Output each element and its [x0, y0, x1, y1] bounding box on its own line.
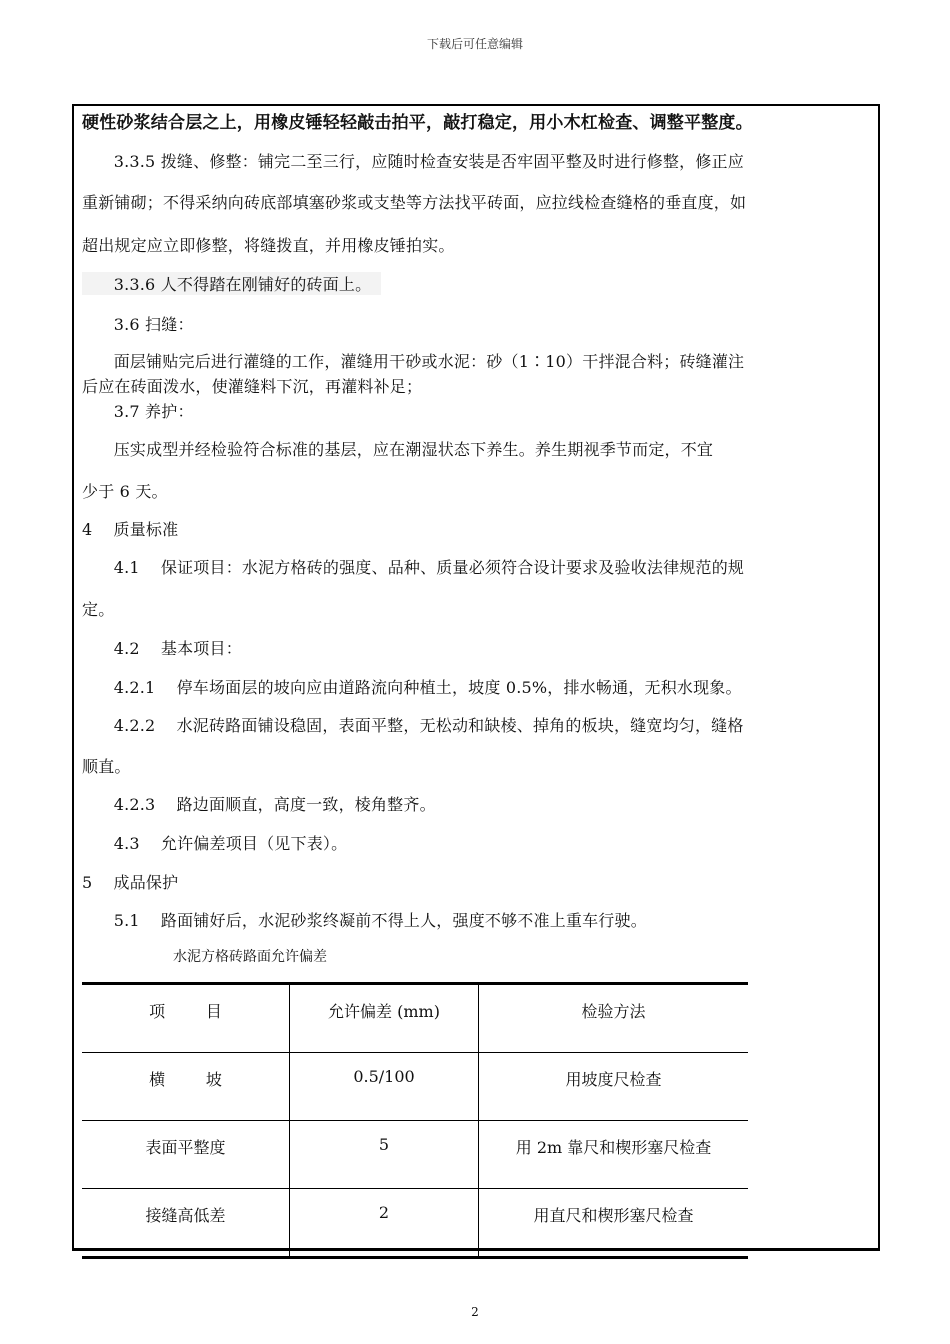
table-cell: 2 — [290, 1189, 479, 1258]
paragraph-line: 3.3.6 人不得踏在刚铺好的砖面上。 — [82, 272, 381, 295]
table-header-cell: 检验方法 — [479, 984, 749, 1053]
table-cell: 接缝高低差 — [82, 1189, 290, 1258]
paragraph-line: 硬性砂浆结合层之上，用橡皮锤轻轻敲击拍平，敲打稳定，用小木杠检查、调整平整度。 — [82, 113, 753, 133]
paragraph-line: 少于 6 天。 — [82, 482, 168, 501]
paragraph-line: 4.1 保证项目：水泥方格砖的强度、品种、质量必须符合设计要求及验收法律规范的规 — [82, 558, 745, 577]
tolerance-table — [82, 982, 748, 1259]
paragraph-line: 4.2.3 路边面顺直，高度一致，棱角整齐。 — [82, 795, 436, 814]
paragraph-line: 超出规定应立即修整，将缝拨直，并用橡皮锤拍实。 — [82, 236, 455, 255]
paragraph-line: 压实成型并经检验符合标准的基层，应在潮湿状态下养生。养生期视季节而定，不宜 — [82, 440, 714, 459]
section-heading: 4.2 基本项目： — [82, 639, 242, 658]
table-header-cell: 项 目 — [82, 984, 290, 1053]
table-cell: 0.5/100 — [290, 1053, 479, 1121]
table-cell: 横 坡 — [82, 1053, 290, 1121]
paragraph-line: 面层铺贴完后进行灌缝的工作，灌缝用干砂或水泥：砂（1∶10）干拌混合料；砖缝灌注 — [82, 352, 745, 371]
section-heading: 3.6 扫缝： — [82, 315, 194, 334]
table-cell: 用 2m 靠尺和楔形塞尺检查 — [479, 1121, 749, 1189]
paragraph-line: 5.1 路面铺好后，水泥砂浆终凝前不得上人，强度不够不准上重车行驶。 — [82, 911, 647, 930]
paragraph-line: 4.2.2 水泥砖路面铺设稳固，表面平整，无松动和缺棱、掉角的板块，缝宽均匀，缝格 — [82, 716, 744, 735]
paragraph-line: 重新铺砌；不得采纳向砖底部填塞砂浆或支垫等方法找平砖面，应拉线检查缝格的垂直度，如 — [82, 193, 747, 212]
section-heading: 3.7 养护： — [82, 402, 194, 421]
section-heading: 4 质量标准 — [82, 520, 179, 539]
table-row — [82, 1121, 748, 1189]
page-number: 2 — [471, 1305, 479, 1319]
table-cell: 用坡度尺检查 — [479, 1053, 749, 1121]
page-header-note: 下载后可任意编辑 — [426, 37, 523, 51]
table-header-row — [82, 984, 748, 1053]
paragraph-line: 3.3.5 拨缝、修整：铺完二至三行，应随时检查安装是否牢固平整及时进行修整，修正应 — [82, 152, 744, 171]
table-header-cell: 允许偏差 (mm) — [290, 984, 479, 1053]
table-caption: 水泥方格砖路面允许偏差 — [173, 949, 327, 965]
table-row — [82, 1053, 748, 1121]
paragraph-line: 顺直。 — [82, 757, 131, 776]
table-row — [82, 1189, 748, 1258]
paragraph-line: 4.2.1 停车场面层的坡向应由道路流向种植土，坡度 0.5%，排水畅通，无积水现象。 — [82, 678, 742, 697]
paragraph-line: 后应在砖面泼水，使灌缝料下沉，再灌料补足； — [82, 377, 423, 396]
section-heading: 5 成品保护 — [82, 873, 179, 892]
paragraph-line: 定。 — [82, 600, 115, 619]
table-cell: 5 — [290, 1121, 479, 1189]
table-cell: 表面平整度 — [82, 1121, 290, 1189]
table-cell: 用直尺和楔形塞尺检查 — [479, 1189, 749, 1258]
paragraph-line: 4.3 允许偏差项目（见下表）。 — [82, 834, 348, 853]
